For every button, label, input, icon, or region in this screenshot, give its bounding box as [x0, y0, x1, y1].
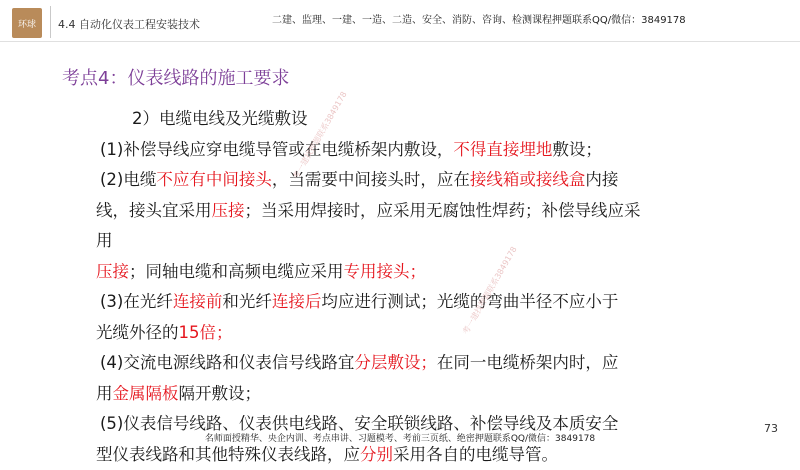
- slide-content: [96, 104, 656, 470]
- header-divider: [50, 6, 51, 38]
- content-item-2-line-2: 线，接头宜采用压接；当采用焊接时，应采用无腐蚀性焊药；补偿导线应采用: [96, 196, 656, 257]
- breadcrumb: 4.4 自动化仪表工程安装技术: [58, 16, 200, 32]
- page-number: 73: [764, 422, 778, 435]
- content-item-1: (1)补偿导线应穿电缆导管或在电缆桥架内敷设，不得直接埋地敷设；: [96, 135, 656, 166]
- brand-logo: 环球: [12, 8, 42, 38]
- header-rule: [0, 41, 800, 42]
- content-item-4-line-1: (4)交流电源线路和仪表信号线路宜分层敷设；在同一电缆桥架内时，应: [96, 348, 656, 379]
- content-item-3-line-2: 光缆外径的15倍；: [96, 318, 656, 349]
- content-heading: 2）电缆电线及光缆敷设: [96, 104, 656, 135]
- watermark-text: 考一建找押题联系3849178: [460, 245, 519, 337]
- content-item-3-line-1: (3)在光纤连接前和光纤连接后均应进行测试；光缆的弯曲半径不应小于: [96, 287, 656, 318]
- content-item-5-line-1: (5)仪表信号线路、仪表供电线路、安全联锁线路、补偿导线及本质安全: [96, 409, 656, 440]
- content-item-5-line-2: 型仪表线路和其他特殊仪表线路，应分别采用各自的电缆导管。: [96, 440, 656, 470]
- content-item-4-line-2: 用金属隔板隔开敷设；: [96, 379, 656, 410]
- footer-promo-text: 名师面授精华、央企内训、考点串讲、习题模考、考前三页纸、绝密押题联系QQ/微信：3849178: [0, 431, 800, 444]
- content-item-2-line-1: (2)电缆不应有中间接头，当需要中间接头时，应在接线箱或接线盒内接: [96, 165, 656, 196]
- watermark-text: 考一建找押题联系3849178: [290, 90, 349, 182]
- section-title: 考点4：仪表线路的施工要求: [62, 64, 289, 90]
- header-promo-text: 二建、监理、一建、一造、二造、安全、消防、咨询、检测课程押题联系QQ/微信：3849178: [272, 11, 686, 26]
- content-item-2-line-3: 压接；同轴电缆和高频电缆应采用专用接头；: [96, 257, 656, 288]
